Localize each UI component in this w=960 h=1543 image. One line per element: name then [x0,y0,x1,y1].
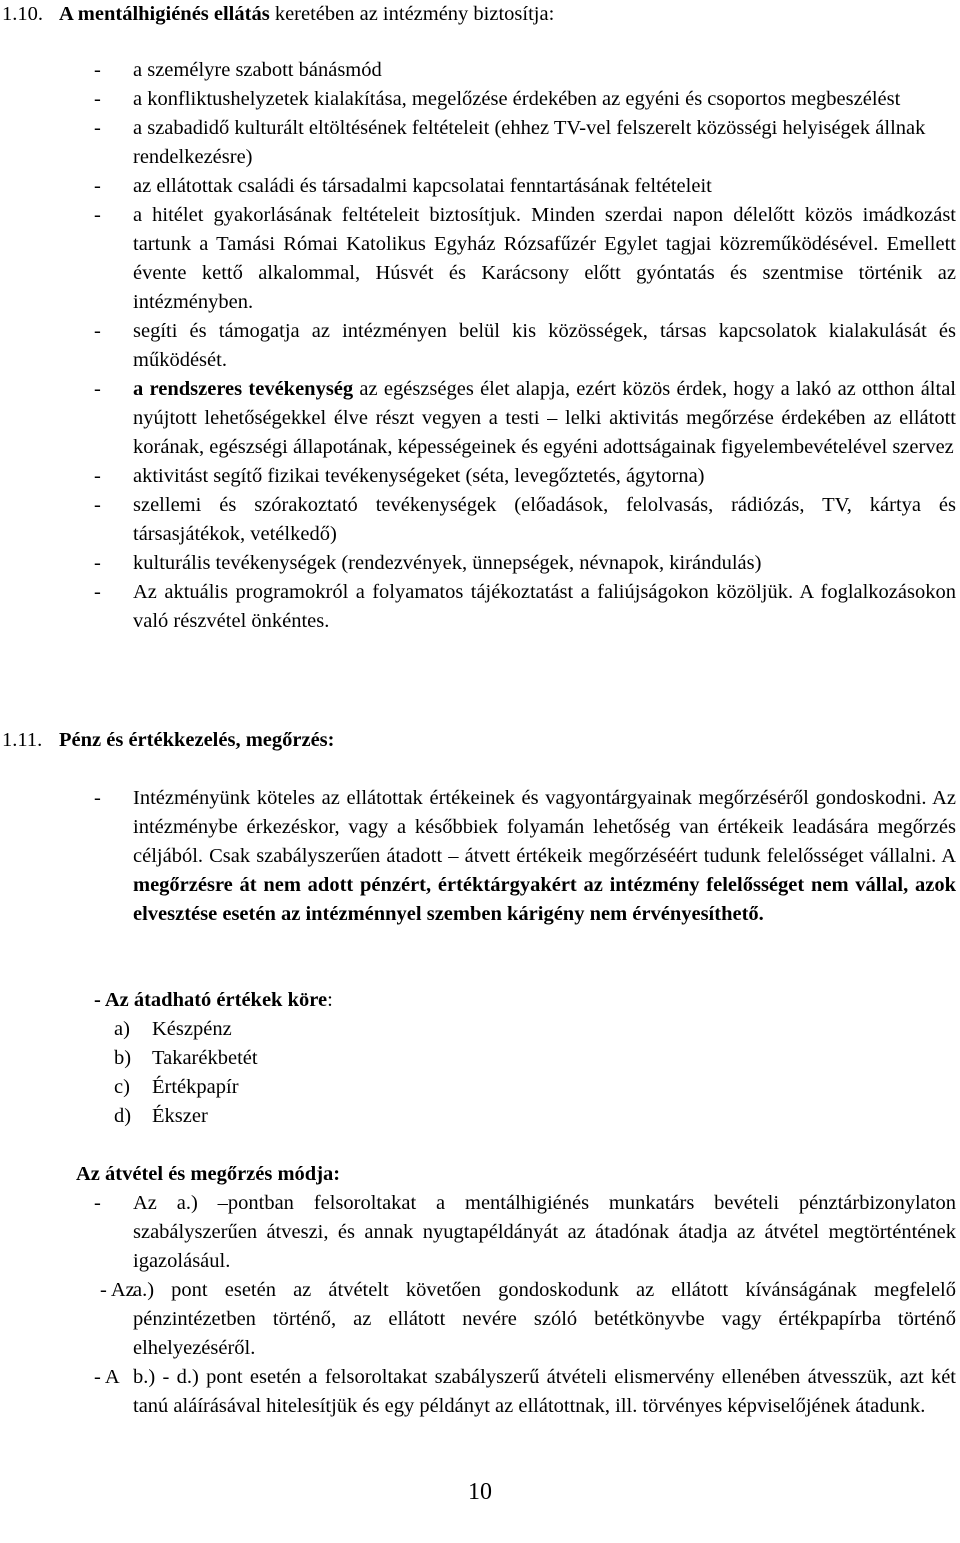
list-item: c) Értékpapír [114,1076,239,1098]
list-item: - A b.) - d.) pont esetén a felsoroltakat szabályszerű átvételi elismervény ellenében átvesszük, azt két tanú aláírásával hitelesítjük és egy példányt az ellátottnak, ill. törvényes képviselőjének átadunk. [94,1366,956,1417]
section-number: 1.10. [2,3,43,25]
receipt-method-heading: Az átvétel és megőrzés módja: [76,1163,341,1185]
list-item: - Az a.) pont esetén az átvételt követően gondoskodunk az ellátott kívánságának megfelelő pénzintézetben történő, az ellátott nevére szóló betétkönyvbe vagy értékpapírba történő elhelyezéséről. [100,1279,956,1359]
section-title: Pénz és értékkezelés, megőrzés: [59,729,335,751]
list-item: - a személyre szabott bánásmód [94,59,382,81]
receipt-method-list [0,1189,956,1421]
section-heading-1-10 [2,0,956,29]
section-title-rest: keretében az intézmény biztosítja: [269,3,555,25]
list-item: - szellemi és szórakoztató tevékenységek (előadások, felolvasás, rádiózás, TV, kártya és társasjátékok, vetélkedő) [94,494,956,545]
list-item: a) Készpénz [114,1018,232,1040]
transferable-values-heading: - Az átadható értékek köre: [94,989,333,1011]
list-item: - Intézményünk köteles az ellátottak értékeinek és vagyontárgyainak megőrzéséről gondoskodni. Az intézménybe érkezéskor, vagy a későbbiek folyamán lehetőség van értékeik leadására megőrzés céljából. Csak szabályszerűen átadott – átvett értékeik megőrzéséért tudunk felelősséget vállalni. A megőrzésre át nem adott pénzért, értéktárgyakért az intézmény felelősséget nem vállal, azok elvesztése esetén az intézménnyel szemben kárigény nem érvényesíthető. [94,787,956,925]
list-item-rendszeres: - a rendszeres tevékenység az egészséges élet alapja, ezért közös érdek, hogy a lakó az otthon által nyújtott lehetőségekkel élve részt vegyen a testi – lelki aktivitás megőrzése érdekében az ellátott korának, egészségi állapotának, képességeinek és egyéni adottságainak figyelembevételével szervez [94,378,956,458]
transferable-values-list [0,1015,956,1131]
list-item: - a konfliktushelyzetek kialakítása, megelőzése érdekében az egyéni és csoportos megbeszélést [94,88,901,110]
list-item: d) Ékszer [114,1105,208,1127]
list-item: - kulturális tevékenységek (rendezvények, ünnepségek, névnapok, kirándulás) [94,552,762,574]
list-item: - a hitélet gyakorlásának feltételeit biztosítjuk. Minden szerdai napon délelőtt közös imádkozást tartunk a Tamási Római Katolikus Egyház Rózsafűzér Egylet tagjai közreműködésével. Emellett évente kettő alkalommal, Húsvét és Karácsony előtt gyóntatás és szentmise történik az intézményben. [94,204,956,313]
list-item: - a szabadidő kulturált eltöltésének feltételeit (ehhez TV-vel felszerelt közösségi helyiségek állnak rendelkezésre) [94,117,926,168]
list-item: b) Takarékbetét [114,1047,258,1069]
list-item: - aktivitást segítő fizikai tevékenységeket (séta, levegőztetés, ágytorna) [94,465,705,487]
page-number: 10 [468,1479,492,1505]
section-title-bold: A mentálhigiénés ellátás [59,3,270,25]
mental-hygiene-list [0,56,956,636]
list-item: - Az a.) –pontban felsoroltakat a mentálhigiénés munkatárs bevételi pénztárbizonylaton szabályszerűen átveszi, és annak nyugtapéldányát az átadónak átadja az átvétel megtörténtének igazolásául. [94,1192,956,1272]
list-item: - az ellátottak családi és társadalmi kapcsolatai fenntartásának feltételeit [94,175,712,197]
value-handling-list [0,784,956,929]
section-heading-1-11 [2,726,956,755]
list-item: - segíti és támogatja az intézményen belül kis közösségek, társas kapcsolatok kialakulását és működését. [94,320,956,371]
section-number: 1.11. [2,729,43,751]
list-item: - Az aktuális programokról a folyamatos tájékoztatást a faliújságokon közöljük. A foglalkozásokon való részvétel önkéntes. [94,581,956,632]
